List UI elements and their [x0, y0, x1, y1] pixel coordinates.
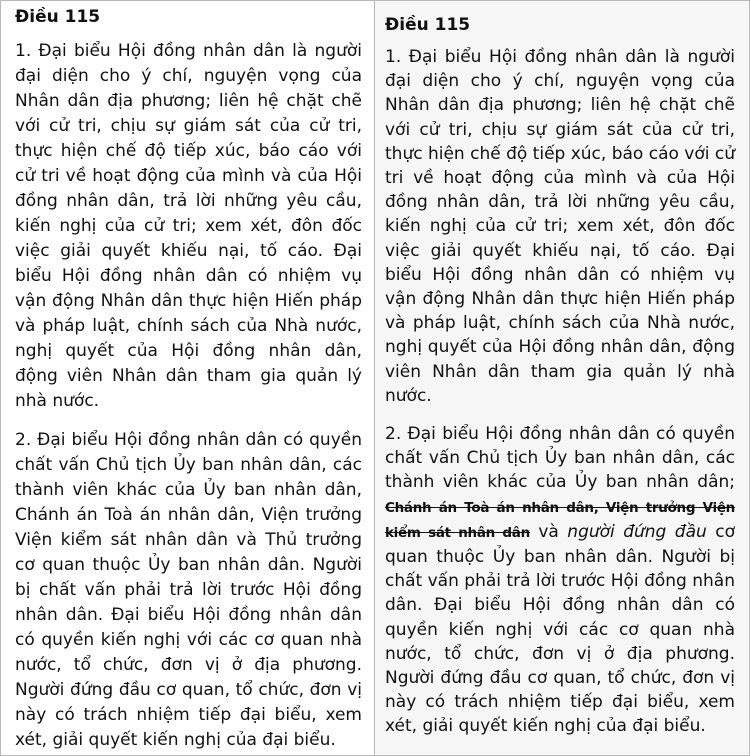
- amended-text-column: [375, 1, 749, 755]
- clause-2-amended-text-c: cơ quan thuộc Ủy ban nhân dân. Người bị chất vấn phải trả lời trước Hội đồng nhân dân. Đại biểu Hội đồng nhân dân có quyền kiến nghị với các cơ quan nhà nước, tổ chức, đơn vị ở địa phương. Người đứng đầu cơ quan, tổ chức, đơn vị này có trách nhiệm tiếp đại biểu, xem xét, giải quyết kiến nghị của đại biểu.: [385, 521, 735, 737]
- clause-2-amended: [385, 422, 735, 739]
- clause-2-amended-text-a: 2. Đại biểu Hội đồng nhân dân có quyền chất vấn Chủ tịch Ủy ban nhân dân, các thành viên khác của Ủy ban nhân dân;: [385, 424, 735, 493]
- deleted-text: Chánh án Toà án nhân dân, Viện trưởng Viện kiểm sát nhân dân: [385, 499, 735, 541]
- article-heading-amended: Điều 115: [385, 15, 471, 35]
- clause-2-original: 2. Đại biểu Hội đồng nhân dân có quyền chất vấn Chủ tịch Ủy ban nhân dân, các thành viên khác của Ủy ban nhân dân, Chánh án Toà án nhân dân, Viện trưởng Viện kiểm sát nhân dân và Thủ trưởng cơ quan thuộc Ủy ban nhân dân. Người bị chất vấn phải trả lời trước Hội đồng nhân dân. Đại biểu Hội đồng nhân dân có quyền kiến nghị với các cơ quan nhà nước, tổ chức, đơn vị ở địa phương. Người đứng đầu cơ quan, tổ chức, đơn vị này có trách nhiệm tiếp đại biểu, xem xét, giải quyết kiến nghị của đại biểu.: [15, 430, 362, 750]
- clause-1-original: 1. Đại biểu Hội đồng nhân dân là người đại diện cho ý chí, nguyện vọng của Nhân dân địa phương; liên hệ chặt chẽ với cử tri, chịu sự giám sát của cử tri, thực hiện chế độ tiếp xúc, báo cáo với cử tri về hoạt động của mình và của Hội đồng nhân dân, trả lời những yêu cầu, kiến nghị của cử tri; xem xét, đôn đốc việc giải quyết khiếu nại, tố cáo. Đại biểu Hội đồng nhân dân có nhiệm vụ vận động Nhân dân thực hiện Hiến pháp và pháp luật, chính sách của Nhà nước, nghị quyết của Hội đồng nhân dân, động viên Nhân dân tham gia quản lý nhà nước.: [15, 41, 362, 411]
- original-text-column: [1, 1, 375, 755]
- article-heading-original: Điều 115: [15, 7, 101, 27]
- inserted-text: người đứng đầu: [567, 521, 707, 542]
- clause-2-amended-text-b: và: [529, 521, 568, 542]
- clause-1-amended: 1. Đại biểu Hội đồng nhân dân là người đại diện cho ý chí, nguyện vọng của Nhân dân địa phương; liên hệ chặt chẽ với cử tri, chịu sự giám sát của cử tri, thực hiện chế độ tiếp xúc, báo cáo với cử tri về hoạt động của mình và của Hội đồng nhân dân, trả lời những yêu cầu, kiến nghị của cử tri; xem xét, đôn đốc việc giải quyết khiếu nại, tố cáo. Đại biểu Hội đồng nhân dân có nhiệm vụ vận động Nhân dân thực hiện Hiến pháp và pháp luật, chính sách của Nhà nước, nghị quyết của Hội đồng nhân dân, động viên Nhân dân tham gia quản lý nhà nước.: [385, 47, 736, 406]
